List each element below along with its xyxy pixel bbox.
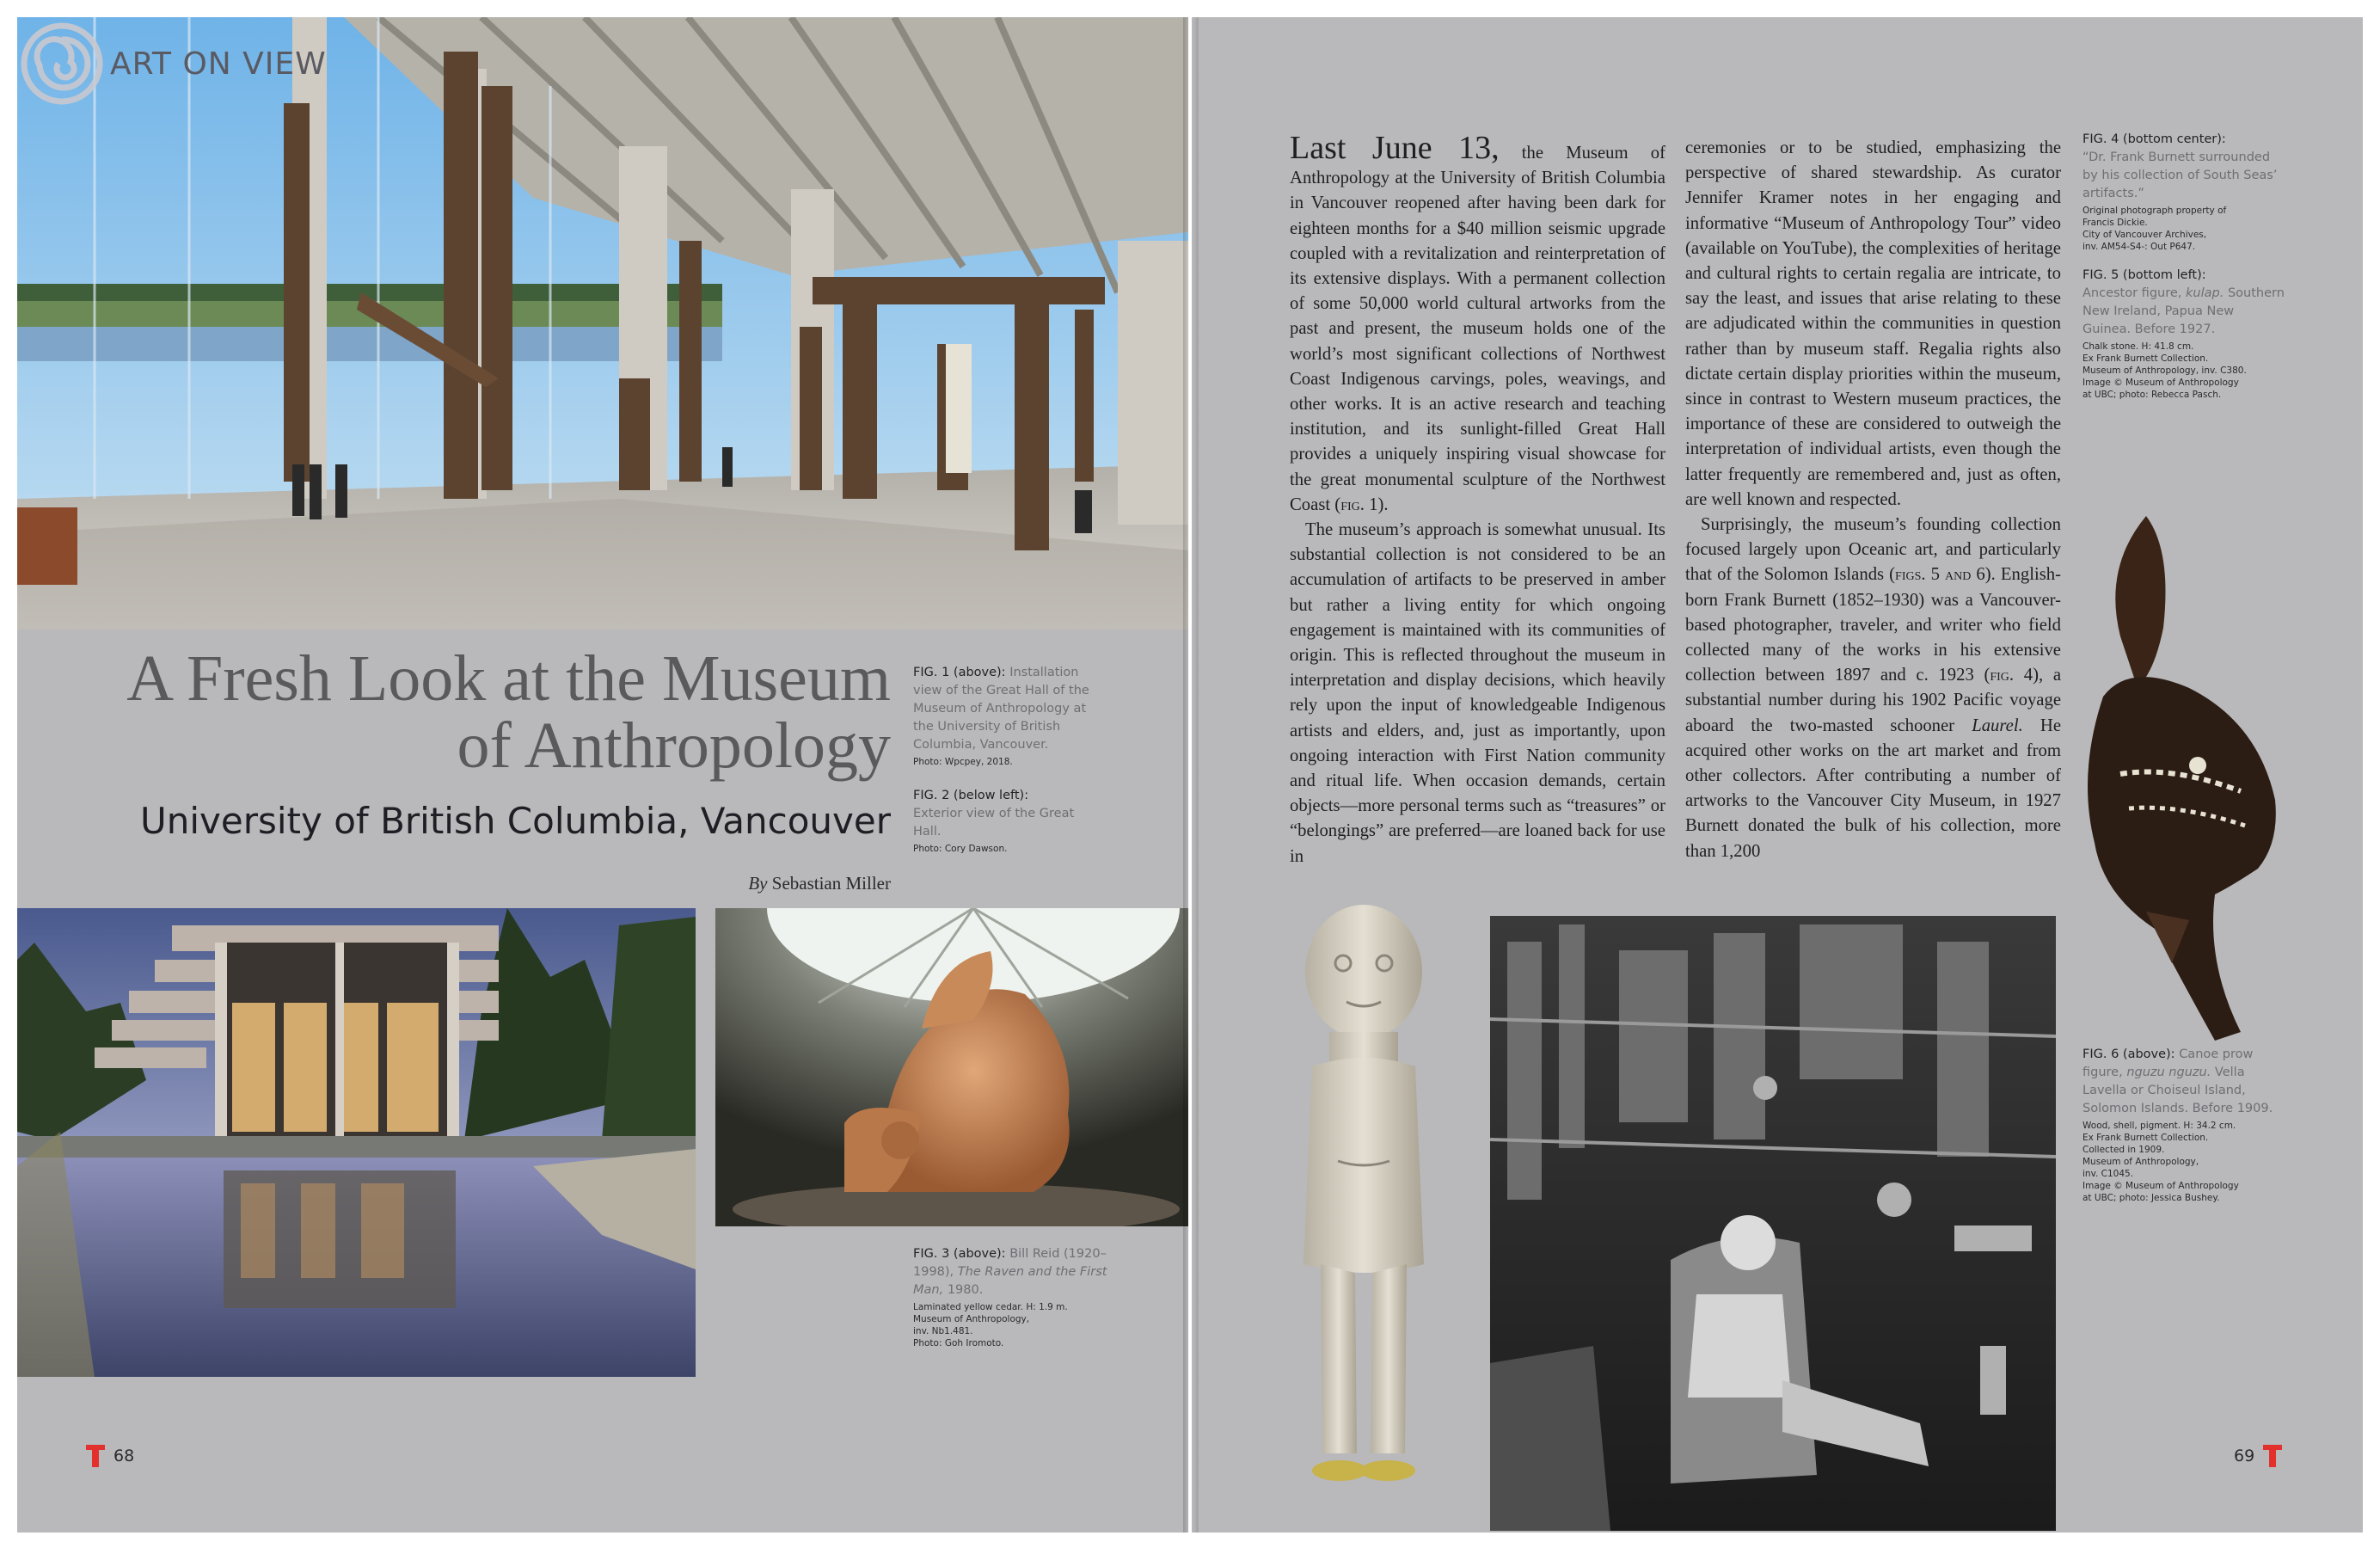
caption-fig2-credit: Photo: Cory Dawson.: [913, 844, 1008, 854]
article-subtitle: University of British Columbia, Vancouver: [140, 800, 891, 842]
ancestor-figure-image: [1278, 903, 1450, 1488]
caption-fig4: [2082, 131, 2285, 253]
caption-fig6-title: nguzu nguzu.: [2126, 1066, 2211, 1079]
caption-fig5-text-a: Ancestor figure,: [2082, 286, 2182, 300]
page-number-right: 69: [2234, 1447, 2255, 1465]
body-text: He acquired other works on the art market and from other collectors. After contributing a number of artworks to the Vancouver City Museum, in 1927 Burnett donated the bulk of his collection, more than 1,200: [1685, 716, 2061, 861]
section-label: ART ON VIEW: [110, 46, 327, 82]
caption-fig5-detail: Chalk stone. H: 41.8 cm.: [2082, 341, 2194, 352]
article-title: [126, 642, 891, 782]
caption-fig4-detail: Francis Dickie.: [2082, 218, 2148, 228]
body-paragraph: [1290, 130, 1666, 518]
lead-word: Last June 13,: [1290, 130, 1500, 166]
caption-fig4-label: FIG. 4 (bottom center):: [2082, 132, 2226, 146]
body-paragraph: The museum’s approach is somewhat unusual. Its substantial collection is not considered to be an accumulation of artifacts to be preserved in amber but rather a living entity for which ongoing engagement is maintained with its communities of origin. This is reflected throughout the museum in interpretation and display decisions, which heavily rely upon the input of knowledgeable Indigenous artists and elders, and, just as importantly, upon ongoing interaction with First Nation community and ritual life. When occasion demands, certain objects—more personal terms such as “treasures” or “belongings” are preferred—are loaned back for use in: [1290, 520, 1665, 866]
caption-fig2: [913, 787, 1101, 855]
body-text: the Museum of Anthropology at the University of British Columbia in Vancouver reopened after having been dark for eighteen months for a $40 million seismic upgrade coupled with a revitalization and reinterpretation of its extensive displays. With a permanent collection of some 50,000 world cultural artworks from the past and present, the museum holds one of the world’s most significant collections of Northwest Coast Indigenous carvings, poles, weavings, and other works. It is an active research and teaching institution, and its sunlight-filled Great Hall provides a uniquely inspiring visual showcase for the great monumental sculpture of the Northwest Coast (: [1290, 144, 1666, 514]
caption-fig6-detail: Museum of Anthropology,: [2082, 1157, 2199, 1167]
caption-fig6-details: [2082, 1120, 2280, 1204]
right-page: [1192, 17, 2363, 1533]
caption-fig1-text: Installation view of the Great Hall of the Museum of Anthropology at the University of British Columbia, Vancouver.: [913, 666, 1089, 752]
byline-prefix: By: [748, 873, 768, 894]
body-text: ), a substantial number during his 1902 Pacific voyage aboard the two-masted schooner: [1685, 666, 2062, 735]
section-banner: [21, 22, 327, 105]
caption-fig5-detail: Ex Frank Burnett Collection.: [2082, 353, 2209, 364]
caption-fig1-credit: Photo: Wpcpey, 2018.: [913, 757, 1013, 767]
caption-fig6: [2082, 1046, 2280, 1204]
caption-fig2-label: FIG. 2 (below left):: [913, 789, 1029, 802]
canoe-prow-figure-image: [2069, 516, 2284, 1049]
caption-fig3-title: The Raven and the First Man,: [913, 1265, 1107, 1297]
title-line-1: A Fresh Look at the Museum: [126, 642, 891, 715]
body-column-1: [1290, 130, 1666, 869]
caption-fig6-detail: Collected in 1909.: [2082, 1145, 2165, 1155]
caption-fig6-text-b: Vella Lavella or Choiseul Island, Solomon Islands. Before 1909.: [2082, 1066, 2273, 1115]
left-page: [17, 17, 1188, 1533]
great-hall-photo: [17, 17, 1188, 630]
ship-name: Laurel.: [1972, 716, 2023, 735]
body-paragraph: ceremonies or to be studied, emphasizing the perspective of shared stewardship. As curator Jennifer Kramer notes in her engaging and informative “Museum of Anthropology Tour” video (available on YouTube), the complexities of heritage and cultural rights to certain regalia are intricate, to say the least, and issues that arise relating to these are adjudicated within the communities in question rather than by museum staff. Regalia rights also dictate certain display priorities within the museum, since in contrast to Western museum practices, the importance of these are considered to outweigh the interpretation of individual artists, even though the latter frequently are remembered and, just as often, are well known and respected.: [1685, 138, 2061, 509]
caption-fig2-text: Exterior view of the Great Hall.: [913, 807, 1075, 838]
caption-fig4-detail: inv. AM54-S4-: Out P647.: [2082, 242, 2196, 252]
caption-fig5: [2082, 267, 2285, 401]
caption-fig4-details: [2082, 205, 2285, 253]
byline-author: Sebastian Miller: [771, 873, 891, 894]
caption-fig5-detail: at UBC; photo: Rebecca Pasch.: [2082, 390, 2222, 400]
figure-ref: figs. 5 and 6: [1895, 565, 1985, 585]
figure-ref: fig. 1: [1340, 494, 1378, 514]
caption-fig4-text: “Dr. Frank Burnett surrounded by his collection of South Seas’ artifacts.”: [2082, 150, 2278, 200]
folio-left: [86, 1445, 134, 1467]
caption-fig6-detail: at UBC; photo: Jessica Bushey.: [2082, 1193, 2220, 1203]
caption-fig4-detail: Original photograph property of: [2082, 206, 2227, 216]
t-logo-icon: [2263, 1445, 2282, 1467]
caption-fig3-detail: Laminated yellow cedar. H: 1.9 m.: [913, 1302, 1068, 1312]
caption-fig3-text-a: Bill Reid (1920–1998),: [913, 1247, 1107, 1279]
body-text: ). English-born Frank Burnett (1852–1930) was a Vancouver-based photographer, traveler, and writer who field collected many of the works in his extensive collection between 1897 and c. 1923 (: [1685, 565, 2061, 685]
t-logo-icon: [86, 1445, 105, 1467]
caption-fig3-detail: Photo: Goh Iromoto.: [913, 1338, 1004, 1348]
captions-fig1-fig2: [913, 664, 1101, 874]
caption-fig3-details: [913, 1301, 1119, 1349]
caption-fig3-text-b: 1980.: [947, 1283, 984, 1297]
body-text: ).: [1377, 494, 1389, 514]
caption-fig1: [913, 664, 1101, 768]
title-line-2: of Anthropology: [457, 710, 891, 782]
raven-sculpture-photo: [715, 908, 1188, 1226]
body-paragraph: [1685, 513, 2061, 864]
figure-ref: fig. 4: [1990, 666, 2033, 685]
caption-fig3: [913, 1245, 1119, 1349]
captions-fig4-fig5: [2082, 131, 2285, 420]
caption-fig6-detail: Image © Museum of Anthropology: [2082, 1181, 2239, 1191]
burnett-archive-photo: [1490, 916, 2056, 1531]
caption-fig4-detail: City of Vancouver Archives,: [2082, 230, 2207, 240]
caption-fig6-text-a: Canoe prow figure,: [2082, 1047, 2254, 1079]
body-text: Surprisingly, the museum’s founding collection focused largely upon Oceanic art, and particularly that of the Solomon Islands (: [1685, 515, 2061, 585]
caption-fig1-label: FIG. 1 (above):: [913, 666, 1006, 679]
page-number-left: 68: [113, 1447, 135, 1465]
exterior-photo: [17, 908, 696, 1377]
caption-fig6-label: FIG. 6 (above):: [2082, 1047, 2175, 1061]
caption-fig5-detail: Museum of Anthropology, inv. C380.: [2082, 366, 2247, 376]
caption-fig5-text-b: Southern New Ireland, Papua New Guinea. Before 1927.: [2082, 286, 2285, 336]
caption-fig3-detail: Museum of Anthropology,: [913, 1314, 1030, 1324]
caption-fig5-label: FIG. 5 (bottom left):: [2082, 268, 2206, 282]
caption-fig5-details: [2082, 341, 2285, 401]
byline: [748, 873, 891, 894]
caption-fig5-detail: Image © Museum of Anthropology: [2082, 378, 2239, 388]
folio-right: [2234, 1445, 2282, 1467]
caption-fig6-detail: Ex Frank Burnett Collection.: [2082, 1133, 2209, 1143]
body-column-2: [1685, 136, 2061, 864]
caption-fig6-detail: Wood, shell, pigment. H: 34.2 cm.: [2082, 1121, 2236, 1131]
spiral-logo-icon: [21, 22, 103, 105]
caption-fig3-label: FIG. 3 (above):: [913, 1247, 1006, 1261]
caption-fig5-title: kulap.: [2186, 286, 2224, 300]
caption-fig3-detail: inv. Nb1.481.: [913, 1326, 973, 1336]
caption-fig6-detail: inv. C1045.: [2082, 1169, 2134, 1179]
